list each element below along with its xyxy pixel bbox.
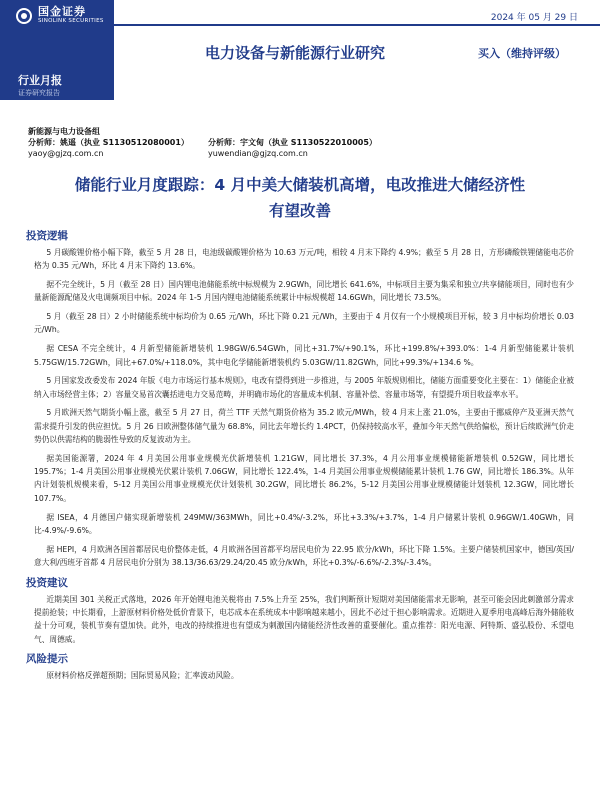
analyst-2 (208, 137, 388, 159)
logic-paragraph-1: 5 月碳酸锂价格小幅下降，截至 5 月 28 日，电池级碳酸锂价格为 10.63 万元/吨，相较 4 月末下降约 4.9%；截至 5 月 28 日，方形磷酸铁锂储能电芯价格为 0.35 元/Wh，环比 4 月末下降约 13.6%。 (34, 248, 574, 271)
title-line-1: 储能行业月度跟踪：4 月中美大储装机高增，电改推进大储经济性 (74, 176, 526, 194)
logo-text (38, 6, 104, 25)
industry-title: 电力设备与新能源行业研究 (205, 44, 386, 62)
report-body (26, 228, 574, 688)
section-heading-logic: 投资逻辑 (26, 230, 68, 242)
header-divider (114, 24, 600, 26)
logic-paragraph-6: 5 月欧洲天然气期货小幅上涨，截至 5 月 27 日，荷兰 TTF 天然气期货价格为 35.2 欧元/MWh，较 4 月末上涨 21.0%，主要由于挪威停产及亚洲天然气需求提升引发的供应担忧。5 月 26 日欧洲整体储气量为 68.8%，同比去年增长约 1.4PCT，仍保持较高水平，叠加今年天然气供给偏松，预计后续欧洲气价走势仍以供需结构的脆弱性导致的反复波动为主。 (34, 408, 574, 445)
report-type: 行业月报 (18, 74, 62, 87)
logic-paragraph-4: 据 CESA 不完全统计，4 月新型储能新增装机 1.98GW/6.54GWh，同比+31.7%/+90.1%，环比+199.8%/+393.0%：1-4 月新型储能累计装机 5.75GW/15.72GWh，同比+67.0%/+118.0%，其中电化学储能新增装机约 5.03GW/11.82GWh，同比+99.3%/+134.6 %。 (34, 344, 574, 367)
advice-paragraph: 近期美国 301 关税正式落地，2026 年开始锂电池关税将由 7.5%上升至 25%，我们判断预计短期对美国储能需求无影响，甚至可能会因此刺激部分需求提前抢装；中长期看，上游原材料价格处低价背景下，电芯成本在系统成本中影响越来越小，因此不必过于担心影响需求。近期进入夏季用电高峰后海外储能收益十分可观，装机节奏有望加快。此外，电改的持续推进也有望成为刺激国内储能经济性改善的重要催化。重点推荐：阳光电源、阿特斯、盛弘股份、禾望电气、周德威。 (34, 594, 574, 644)
analyst-2-email[interactable]: yuwendian@gjzq.com.cn (208, 149, 308, 158)
team-name: 新能源与电力设备组 (28, 127, 100, 136)
logic-paragraph-7: 据美国能源署，2024 年 4 月美国公用事业规模光伏新增装机 1.21GW，同比增长 37.3%，4 月公用事业规模储能新增装机 0.52GW，同比增长 195.7%；1-4 月美国公用事业规模光伏累计装机 7.06GW，同比增长 122.4%，1-4 月美国公用事业规模储能累计装机 1.76 GW，同比增长 186.3%。从年内计划装机规模来看，5-12 月美国公用事业规模光伏计划装机 30.2GW，同比增长 86.2%，5-12 月美国公用事业规模储能计划装机 12.3GW，同比增长 107.7%。 (34, 453, 574, 503)
logic-paragraph-2: 据不完全统计，5 月（截至 28 日）国内锂电池储能系统中标规模为 2.9GWh，同比增长 641.6%，中标项目主要为集采和独立/共享储能项目，同时也有少量新能源配储及火电调频项目中标。2024 年 1-5 月国内锂电池储能系统累计中标规模超 14.6GWh，同比增长 73.5%。 (34, 280, 574, 303)
logo-cn: 国金证券 (38, 5, 86, 18)
logic-paragraph-9: 据 HEPI，4 月欧洲各国首都居民电价整体走低，4 月欧洲各国首都平均居民电价为 22.95 欧分/kWh，环比下降 1.5%。主要户储装机国家中，德国/英国/意大利/西班牙首都 4 月居民电价分别为 38.13/36.63/29.24/20.45 欧分/kWh，环比+0.3%/-6.6%/-2.3%/-3.4%。 (34, 544, 574, 567)
report-subtype: 证券研究报告 (18, 89, 60, 97)
section-heading-risk: 风险提示 (26, 653, 68, 666)
report-header (0, 0, 600, 120)
logic-paragraph-5: 5 月国家发改委发布 2024 年版《电力市场运行基本规则》，电改有望得到进一步推进，与 2005 年版规则相比，储能方面重要变化主要在：1）储能企业被纳入市场经营主体；2）容量交易首次囊括进电力交易范畴，并明确市场化的容量成本机制、容量补偿、容量市场等，有望提升项目收益率水平。 (34, 376, 574, 399)
section-heading-advice: 投资建议 (26, 576, 68, 589)
analyst-2-line: 分析师：宇文甸（执业 S1130522010005） (208, 138, 377, 147)
title-line-2: 有望改善 (268, 202, 331, 220)
report-title (0, 172, 600, 224)
analyst-block (28, 126, 588, 159)
analyst-1-line: 分析师：姚遥（执业 S1130512080001） (28, 138, 189, 147)
logo-en: SINOLINK SECURITIES (38, 18, 104, 24)
logic-paragraph-3: 5 月（截至 28 日）2 小时储能系统中标均价为 0.65 元/Wh，环比下降 0.21 元/Wh，主要由于 4 月仅有一个小规模项目开标，较 3 月中标均价增长 0.03 元/Wh。 (34, 312, 574, 335)
rating-label: 买入（维持评级） (478, 47, 566, 60)
analyst-row (28, 137, 588, 159)
analyst-1 (28, 137, 208, 159)
report-date: 2024 年 05 月 29 日 (490, 13, 578, 23)
logic-paragraph-8: 据 ISEA，4 月德国户储实现新增装机 249MW/363MWh，同比+0.4%/-3.2%，环比+3.3%/+3.7%，1-4 月户储累计装机 0.96GW/1.40GWh，同比-4.9%/-9.6%。 (34, 512, 574, 535)
logo-icon (16, 8, 32, 24)
analyst-1-email[interactable]: yaoy@gjzq.com.cn (28, 149, 104, 158)
brand-sidebar (0, 0, 114, 100)
sinolink-logo (16, 6, 104, 25)
risk-paragraph: 原材料价格反弹超预期；国际贸易风险；汇率波动风险。 (46, 671, 239, 681)
